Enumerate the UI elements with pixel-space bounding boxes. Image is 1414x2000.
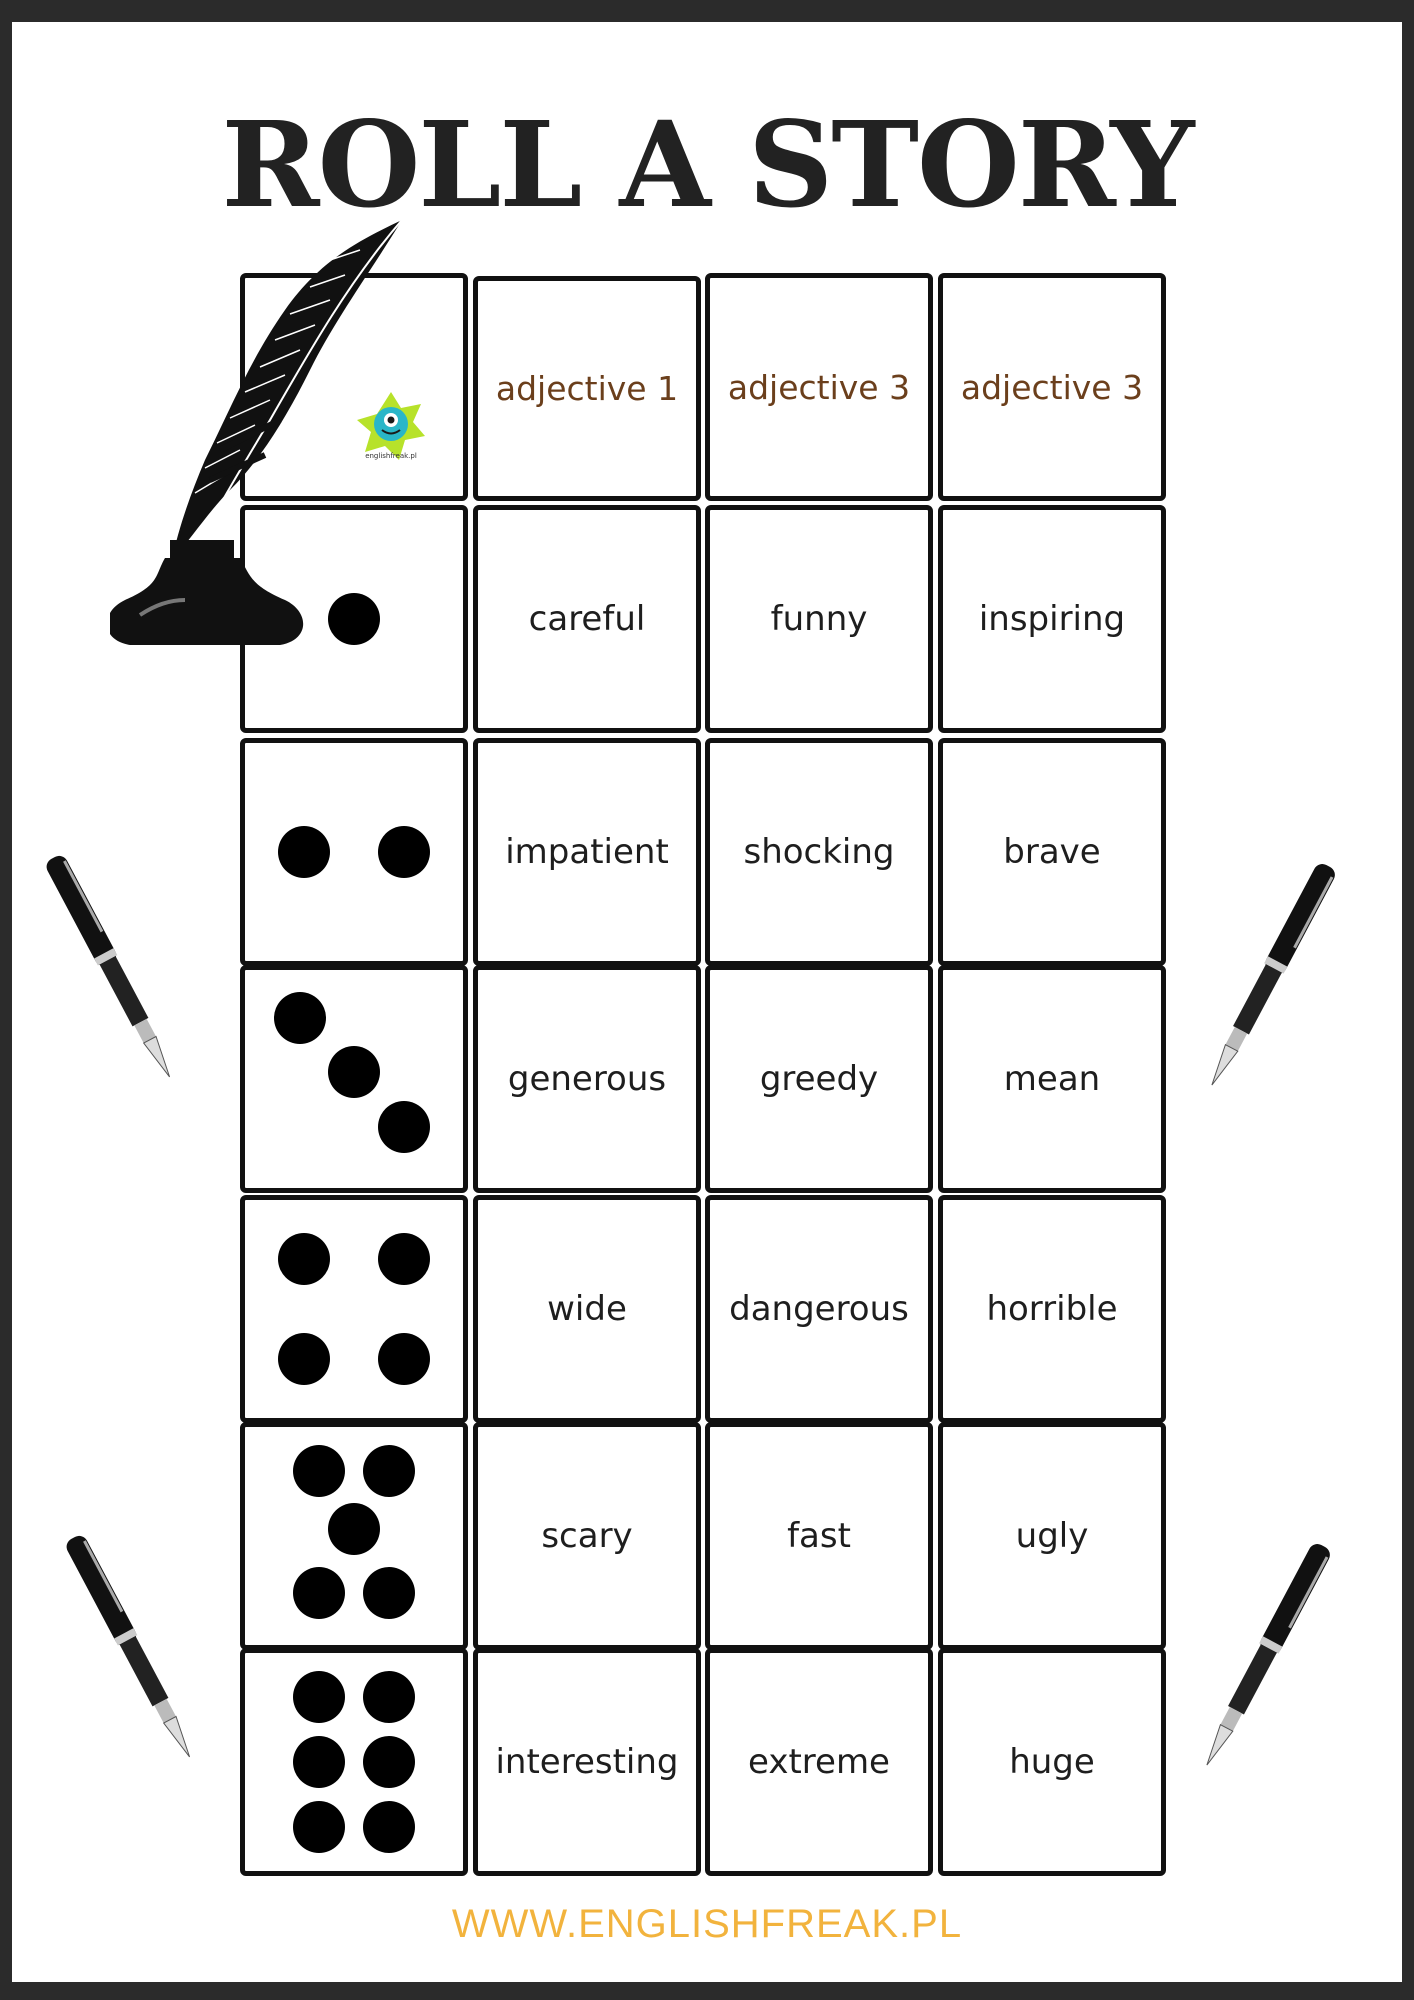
- dice-pip: [293, 1736, 345, 1788]
- adjective-cell: shocking: [705, 738, 933, 966]
- dice-pip: [363, 1736, 415, 1788]
- dice-pip: [378, 1233, 430, 1285]
- dice-pip: [328, 1503, 380, 1555]
- dice-pip: [293, 1567, 345, 1619]
- page-title: ROLL A STORY: [221, 95, 1193, 234]
- adjective-cell: fast: [705, 1422, 933, 1650]
- column-header-2: adjective 3: [705, 273, 933, 501]
- dice-pip: [278, 1233, 330, 1285]
- adjective-cell: ugly: [938, 1422, 1166, 1650]
- dice-pip: [278, 1333, 330, 1385]
- adjective-cell: inspiring: [938, 505, 1166, 733]
- dice-pip: [293, 1445, 345, 1497]
- adjective-cell: huge: [938, 1648, 1166, 1876]
- dice-pip: [328, 1046, 380, 1098]
- dice-pip: [363, 1671, 415, 1723]
- dice-pip: [293, 1801, 345, 1853]
- dice-face-2: [240, 738, 468, 966]
- adjective-cell: funny: [705, 505, 933, 733]
- dice-pip: [363, 1445, 415, 1497]
- dice-pip: [378, 1333, 430, 1385]
- fountain-pen-icon: [1195, 850, 1345, 1110]
- website-footer: WWW.ENGLISHFREAK.PL: [451, 1902, 963, 1946]
- adjective-cell: dangerous: [705, 1195, 933, 1423]
- fountain-pen-icon: [40, 840, 190, 1100]
- adjective-cell: scary: [473, 1422, 701, 1650]
- dice-face-5: [240, 1422, 468, 1650]
- column-header-1: adjective 1: [473, 276, 701, 501]
- adjective-cell: impatient: [473, 738, 701, 966]
- dice-face-6: [240, 1648, 468, 1876]
- dice-pip: [293, 1671, 345, 1723]
- dice-pip: [363, 1801, 415, 1853]
- adjective-cell: careful: [473, 505, 701, 733]
- adjective-cell: wide: [473, 1195, 701, 1423]
- dice-pip: [274, 992, 326, 1044]
- column-header-3: adjective 3: [938, 273, 1166, 501]
- dice-pip: [363, 1567, 415, 1619]
- dice-face-3: [240, 965, 468, 1193]
- fountain-pen-icon: [60, 1520, 210, 1780]
- adjective-cell: greedy: [705, 965, 933, 1193]
- dice-pip: [378, 1101, 430, 1153]
- dice-pip: [378, 826, 430, 878]
- adjective-cell: horrible: [938, 1195, 1166, 1423]
- quill-and-inkwell-icon: [110, 220, 410, 650]
- adjective-cell: generous: [473, 965, 701, 1193]
- dice-pip: [278, 826, 330, 878]
- adjective-cell: interesting: [473, 1648, 701, 1876]
- fountain-pen-icon: [1190, 1530, 1340, 1790]
- dice-face-4: [240, 1195, 468, 1423]
- adjective-cell: extreme: [705, 1648, 933, 1876]
- svg-text:englishfreak.pl: englishfreak.pl: [365, 452, 417, 460]
- adjective-cell: mean: [938, 965, 1166, 1193]
- adjective-cell: brave: [938, 738, 1166, 966]
